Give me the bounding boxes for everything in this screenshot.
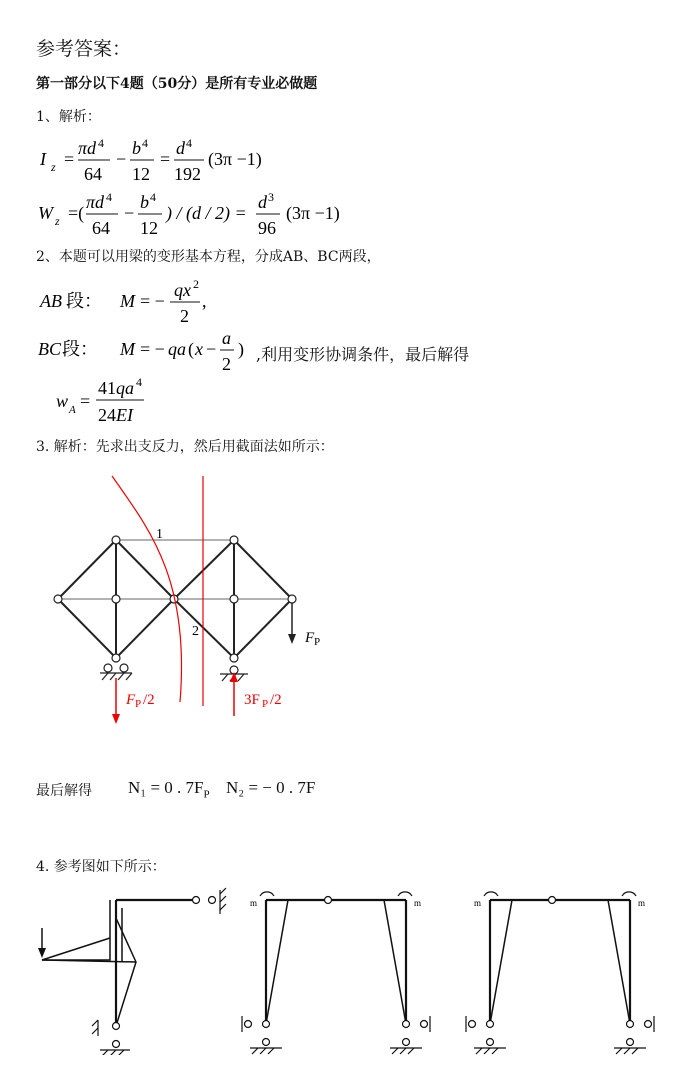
left-reaction-sub: P <box>135 698 142 710</box>
page-title: 参考答案： <box>36 38 132 60</box>
svg-text:qa: qa <box>168 339 186 359</box>
wa-formula-graphic <box>52 374 192 428</box>
svg-text:M: M <box>120 339 135 359</box>
svg-text:=: = <box>160 149 171 169</box>
svg-text:4: 4 <box>98 136 104 150</box>
section-heading: 第一部分以下4题（50分）是所有专业必做题 <box>36 76 318 92</box>
svg-text:3: 3 <box>268 190 274 204</box>
svg-text:M: M <box>120 291 135 311</box>
svg-text:24: 24 <box>98 405 116 425</box>
diagram-3 <box>466 892 654 1054</box>
svg-text:A: A <box>69 404 76 416</box>
svg-text:EI: EI <box>116 405 133 425</box>
svg-text:= −: = − <box>140 291 165 311</box>
svg-text:BC: BC <box>38 339 62 359</box>
left-reaction-arrow <box>112 678 120 724</box>
ab-formula-graphic <box>36 276 286 330</box>
svg-text:4: 4 <box>136 375 142 389</box>
member-2-label: 2 <box>192 624 199 639</box>
svg-text:2: 2 <box>222 354 231 374</box>
right-reaction-label: 3F <box>244 692 260 708</box>
svg-text:−: − <box>206 339 217 359</box>
left-reaction-label: F <box>126 692 136 708</box>
svg-text:段：: 段： <box>66 291 102 311</box>
svg-text:I: I <box>40 149 46 169</box>
svg-text:4: 4 <box>142 136 148 150</box>
svg-text:4: 4 <box>106 190 112 204</box>
svg-text:b: b <box>140 192 149 212</box>
q3-label: 3. 解析：先求出支反力，然后用截面法如所示： <box>36 439 334 455</box>
svg-text:) / (d / 2) =: ) / (d / 2) = <box>166 203 247 223</box>
q4-label: 4. 参考图如下所示： <box>36 859 166 875</box>
svg-text:=(: =( <box>68 203 85 223</box>
svg-text:(: ( <box>188 339 194 359</box>
svg-text:w: w <box>56 391 69 411</box>
svg-text:192: 192 <box>174 164 201 184</box>
left-support <box>100 664 132 680</box>
q1-label: 1、解析： <box>36 109 101 125</box>
diagram-1-load-arrow <box>38 928 46 958</box>
left-reaction-tail: /2 <box>143 692 155 708</box>
q3-result-n2: N₂ = − 0 . 7F <box>226 778 316 797</box>
iz-formula-graphic <box>36 134 336 188</box>
right-reaction-arrow <box>230 672 238 716</box>
svg-text:96: 96 <box>258 218 276 238</box>
svg-text:= −: = − <box>140 339 165 359</box>
svg-text:a: a <box>222 328 231 348</box>
truss-diagram <box>40 470 380 740</box>
wz-formula-graphic <box>36 186 356 240</box>
svg-text:2: 2 <box>193 277 199 291</box>
member-1-label: 1 <box>156 527 163 542</box>
load-arrow <box>288 603 296 644</box>
svg-text:x: x <box>195 339 203 359</box>
q3-result-n1: N₁ = 0 . $7F_P$ <box>128 778 210 801</box>
svg-text:z: z <box>51 160 56 174</box>
svg-text:2: 2 <box>180 306 189 326</box>
diagram-3-moment-right: m <box>638 898 646 908</box>
svg-text:−: − <box>124 203 135 223</box>
svg-text:64: 64 <box>84 164 102 184</box>
svg-text:b: b <box>132 138 141 158</box>
svg-text:−: − <box>116 149 127 169</box>
svg-text:=: = <box>80 391 91 411</box>
svg-text:4: 4 <box>186 136 192 150</box>
svg-text:12: 12 <box>140 218 158 238</box>
truss-thin-members <box>58 540 292 599</box>
q2-label: 2、本题可以用梁的变形基本方程，分成AB、BC两段， <box>36 249 381 265</box>
svg-text:z: z <box>55 214 60 228</box>
svg-text:qx: qx <box>174 280 191 300</box>
svg-text:12: 12 <box>132 164 150 184</box>
svg-text:d: d <box>176 138 185 158</box>
svg-text:d: d <box>258 192 267 212</box>
svg-text:W: W <box>38 203 53 223</box>
svg-text:41: 41 <box>98 378 116 398</box>
diagram-3-moment-left: m <box>474 898 482 908</box>
right-reaction-sub: P <box>262 698 269 710</box>
q2-bc-tail: ,利用变形协调条件，最后解得 <box>256 345 470 364</box>
moment-diagrams <box>30 880 670 1055</box>
diagram-2-moment-left: m <box>250 898 258 908</box>
diagram-2-moment-right: m <box>414 898 422 908</box>
diagram-2 <box>242 892 430 1054</box>
svg-text:=: = <box>64 149 75 169</box>
svg-text:(3π −1): (3π −1) <box>208 149 262 169</box>
svg-text:qa: qa <box>116 378 134 398</box>
svg-text:段：: 段： <box>62 339 98 359</box>
q3-result-label: 最后解得 <box>36 783 92 799</box>
svg-text:AB: AB <box>40 291 62 311</box>
svg-text:): ) <box>238 339 244 359</box>
load-label-sub: P <box>314 636 321 648</box>
diagram-1 <box>38 888 226 1055</box>
svg-text:64: 64 <box>92 218 110 238</box>
svg-text:(3π −1): (3π −1) <box>286 203 340 223</box>
svg-text:πd: πd <box>86 192 105 212</box>
svg-text:,: , <box>202 291 207 311</box>
right-reaction-tail: /2 <box>270 692 282 708</box>
svg-text:4: 4 <box>150 190 156 204</box>
load-label: F <box>305 630 315 646</box>
svg-text:πd: πd <box>78 138 97 158</box>
